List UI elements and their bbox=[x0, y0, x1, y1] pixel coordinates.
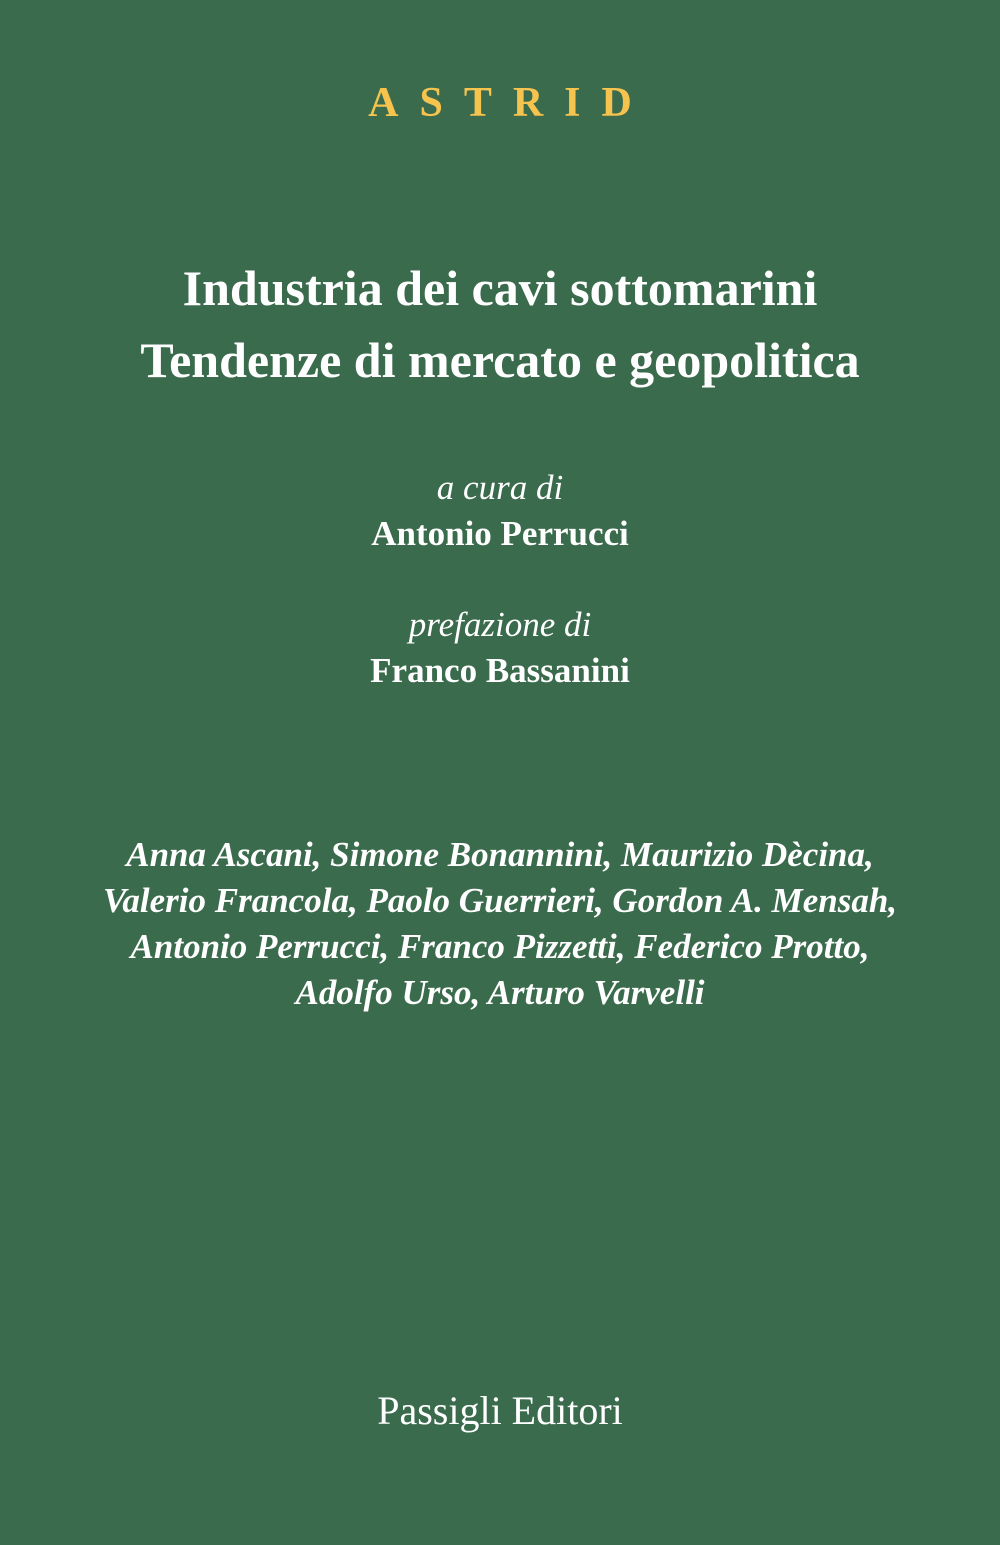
authors-line: Anna Ascani, Simone Bonannini, Maurizio Dècina, bbox=[126, 835, 874, 874]
editor-name: Antonio Perrucci bbox=[371, 514, 629, 553]
authors-line: Adolfo Urso, Arturo Varvelli bbox=[295, 973, 705, 1012]
title-line-1: Industria dei cavi sottomarini bbox=[182, 260, 818, 316]
editor-label: a cura di bbox=[436, 468, 564, 507]
authors-line: Valerio Francola, Paolo Guerrieri, Gordon A. Mensah, bbox=[102, 881, 898, 920]
publisher: Passigli Editori bbox=[377, 1388, 623, 1433]
preface-label: prefazione di bbox=[408, 605, 592, 644]
authors-line: Antonio Perrucci, Franco Pizzetti, Federico Protto, bbox=[130, 927, 870, 966]
series-name: ASTRID bbox=[368, 80, 653, 126]
preface-author: Franco Bassanini bbox=[370, 651, 630, 690]
title-line-2: Tendenze di mercato e geopolitica bbox=[140, 332, 860, 388]
